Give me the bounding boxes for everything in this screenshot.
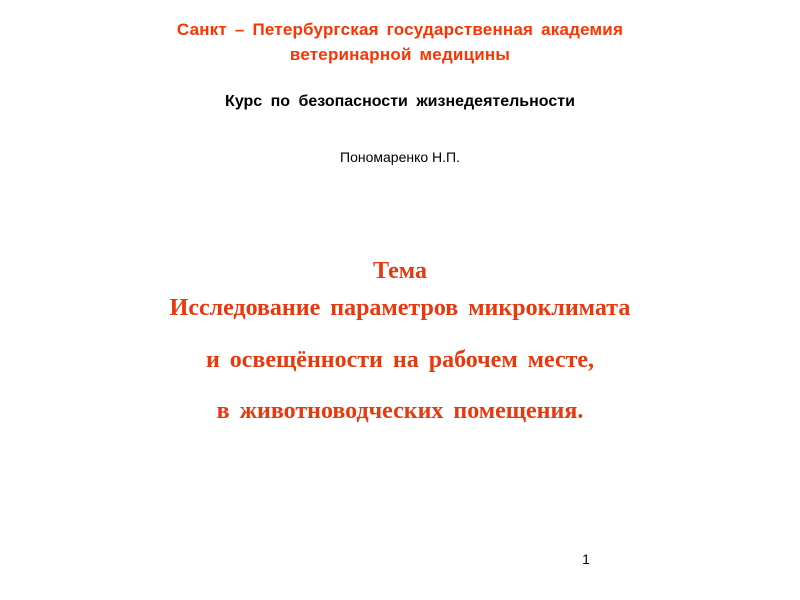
institution-name-line-1: Санкт – Петербургская государственная академия [176, 20, 624, 39]
institution-name-line-2: ветеринарной медицины [289, 45, 511, 64]
topic-title-line-3: в животноводческих помещения. [216, 398, 584, 424]
topic-title-line-2: и освещённости на рабочем месте, [205, 347, 595, 373]
author-name: Пономаренко Н.П. [340, 149, 460, 165]
topic-label: Тема [373, 258, 427, 284]
topic-title-line-1: Исследование параметров микроклимата [169, 295, 631, 321]
course-title: Курс по безопасности жизнедеятельности [225, 93, 575, 110]
page-number: 1 [582, 551, 590, 567]
